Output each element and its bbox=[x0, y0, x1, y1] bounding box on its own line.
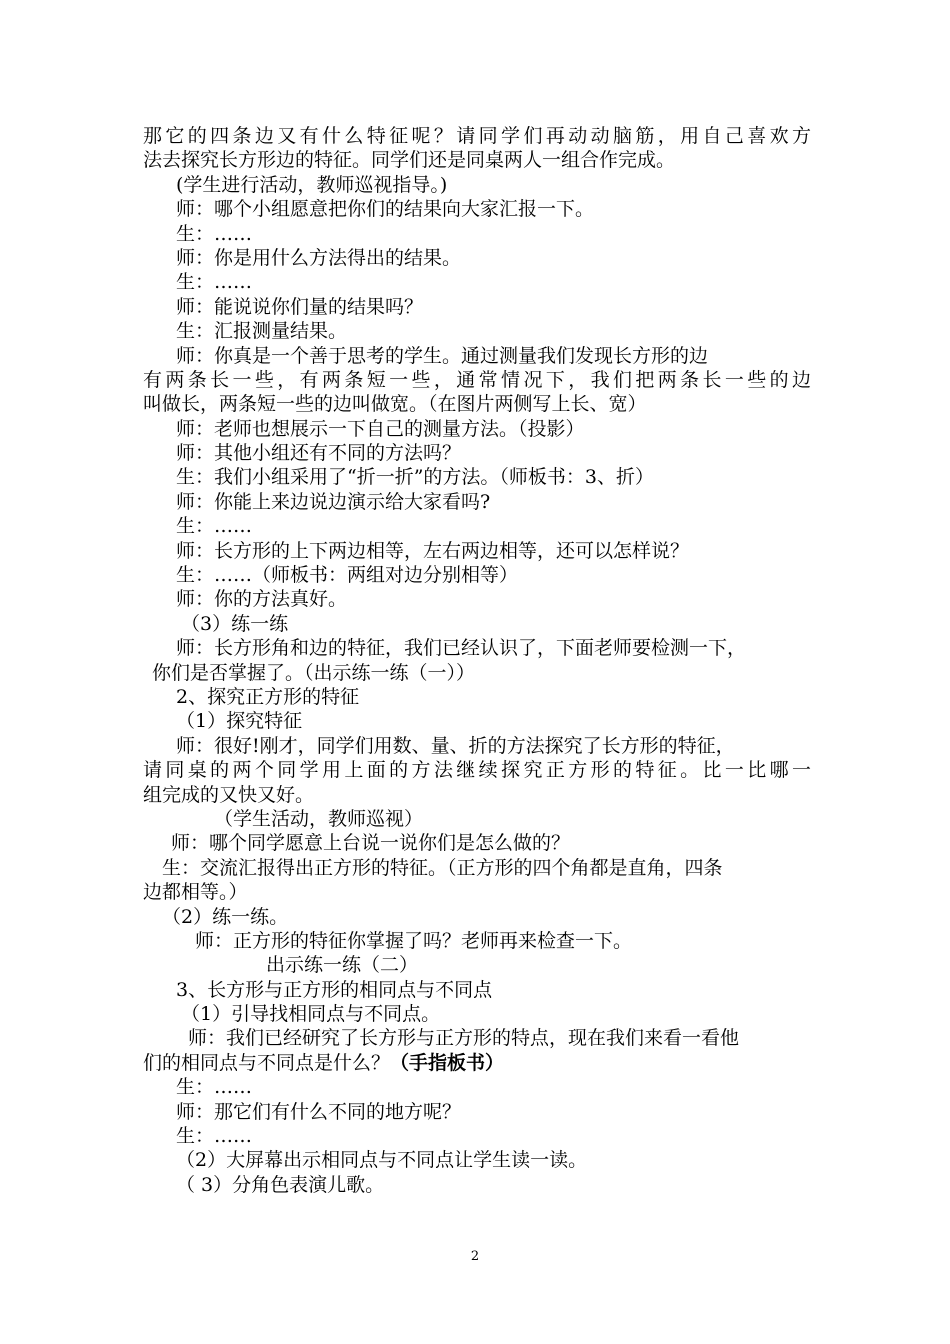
text-line: 师：哪个小组愿意把你们的结果向大家汇报一下。 bbox=[176, 198, 595, 221]
text-line: 师：其他小组还有不同的方法吗？ bbox=[176, 442, 462, 465]
text-line: （1）引导找相同点与不同点。 bbox=[181, 1003, 441, 1026]
text-line: 生：…… bbox=[176, 1125, 253, 1148]
text-line: 师：你是用什么方法得出的结果。 bbox=[176, 246, 462, 269]
text-line: 师：能说说你们量的结果吗？ bbox=[176, 295, 424, 318]
text-line: 有两条长一些，有两条短一些，通常情况下，我们把两条长一些的边 bbox=[143, 368, 811, 391]
text-line: （1）探究特征 bbox=[176, 710, 303, 733]
text-line: 你们是否掌握了。（出示练一练（一）） bbox=[152, 661, 476, 684]
text-line: 师：你真是一个善于思考的学生。通过测量我们发现长方形的边 bbox=[176, 344, 709, 367]
page-number: 2 bbox=[470, 1249, 480, 1264]
text-line: 师：长方形的上下两边相等，左右两边相等，还可以怎样说？ bbox=[176, 539, 690, 562]
text-line: 生：……（师板书：两组对边分别相等） bbox=[176, 564, 519, 587]
text-line: 出示练一练（二） bbox=[266, 954, 419, 977]
text-line: (学生进行活动，教师巡视指导。) bbox=[176, 173, 448, 196]
text-line: 师：那它们有什么不同的地方呢？ bbox=[176, 1100, 462, 1123]
text-line: 生：…… bbox=[176, 1076, 253, 1099]
text-line: 组完成的又快又好。 bbox=[143, 783, 315, 806]
text-line: 生：…… bbox=[176, 222, 253, 245]
text-line: 师：我们已经研究了长方形与正方形的特点，现在我们来看一看他 bbox=[188, 1027, 740, 1050]
text-line: 们的相同点与不同点是什么？ bbox=[143, 1051, 391, 1074]
text-line: 边都相等。） bbox=[143, 881, 248, 904]
text-line: 师：长方形角和边的特征，我们已经认识了，下面老师要检测一下， bbox=[176, 637, 747, 660]
text-line: 生：…… bbox=[176, 515, 253, 538]
text-line: 2、探究正方形的特征 bbox=[176, 685, 360, 708]
text-line: 叫做长，两条短一些的边叫做宽。（在图片两侧写上长、宽） bbox=[143, 393, 647, 416]
text-line: 法去探究长方形边的特征。同学们还是同桌两人一组合作完成。 bbox=[143, 149, 676, 172]
text-line: 请同桌的两个同学用上面的方法继续探究正方形的特征。比一比哪一 bbox=[143, 759, 811, 782]
text-line: （ 3）分角色表演儿歌。 bbox=[176, 1173, 385, 1196]
text-line: 生：…… bbox=[176, 271, 253, 294]
text-line: （2）练一练。 bbox=[162, 905, 289, 928]
text-line: 师：哪个同学愿意上台说一说你们是怎么做的？ bbox=[171, 832, 571, 855]
text-line: 生：交流汇报得出正方形的特征。（正方形的四个角都是直角，四条 bbox=[162, 856, 723, 879]
text-line: 师：你的方法真好。 bbox=[176, 588, 348, 611]
text-line: （学生活动，教师巡视） bbox=[214, 807, 424, 830]
text-line: 师：正方形的特征你掌握了吗？老师再来检查一下。 bbox=[195, 929, 633, 952]
text-line: 生：我们小组采用了“折一折”的方法。（师板书：3、折） bbox=[176, 466, 655, 489]
text-line: 师：很好!刚才，同学们用数、量、折的方法探究了长方形的特征， bbox=[176, 734, 735, 757]
text-line: 师：老师也想展示一下自己的测量方法。（投影） bbox=[176, 417, 585, 440]
text-line: 3、长方形与正方形的相同点与不同点 bbox=[176, 978, 493, 1001]
text-line: 那它的四条边又有什么特征呢？请同学们再动动脑筋，用自己喜欢方 bbox=[143, 125, 811, 147]
text-line: 生：汇报测量结果。 bbox=[176, 320, 348, 343]
text-line: （2）大屏幕出示相同点与不同点让学生读一读。 bbox=[176, 1149, 588, 1172]
bold-annotation: （手指板书） bbox=[390, 1051, 505, 1074]
text-line: （3）练一练 bbox=[181, 612, 289, 635]
document-body bbox=[143, 124, 823, 1197]
text-line: 师：你能上来边说边演示给大家看吗? bbox=[176, 490, 491, 513]
